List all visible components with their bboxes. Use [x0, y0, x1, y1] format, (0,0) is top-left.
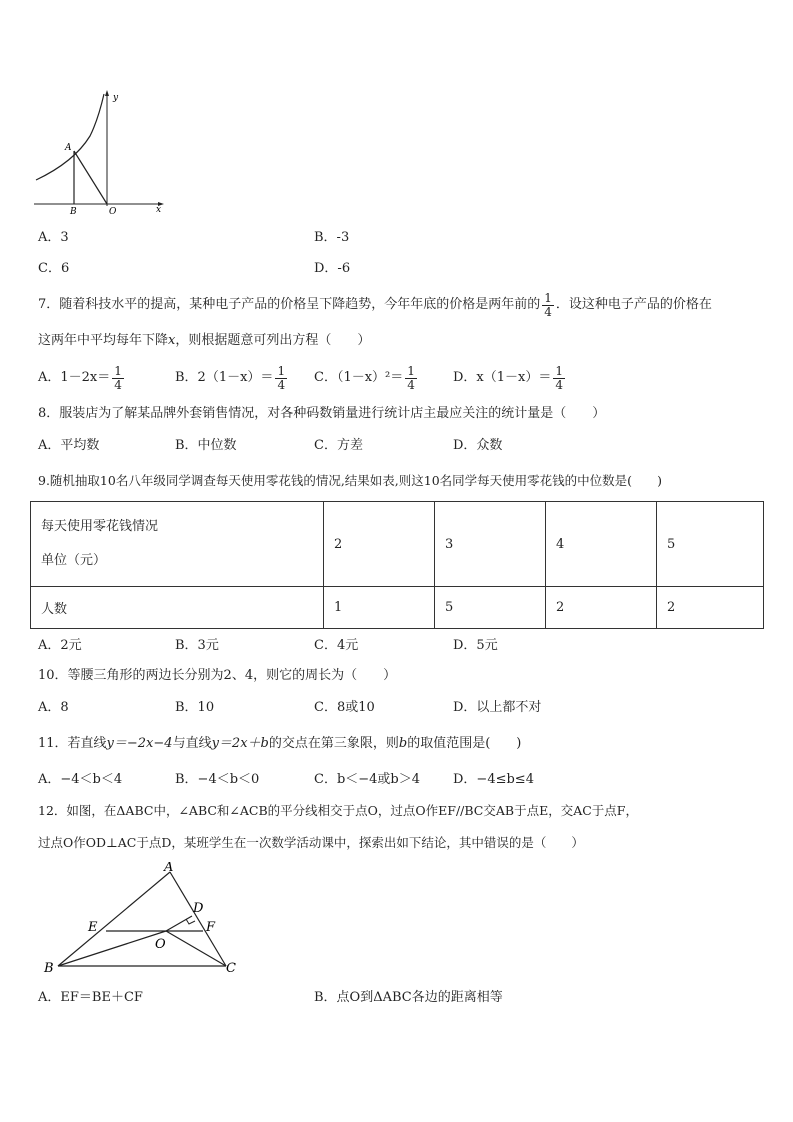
hyperbola-curve — [36, 94, 104, 180]
label-o: O — [109, 207, 117, 217]
q7-option-b-den: 4 — [277, 377, 286, 392]
q7-option-a-frac — [112, 365, 124, 392]
table-cell: 2 — [657, 587, 764, 629]
triangle-figure — [40, 862, 250, 980]
q11-option-b: B．−4＜b＜0 — [175, 772, 260, 787]
q7-fraction — [542, 292, 554, 319]
table-cell: 3 — [435, 502, 546, 587]
q7-frac-den: 4 — [544, 304, 552, 319]
q7-line2-var: x — [168, 333, 176, 348]
label-a: A — [65, 143, 72, 153]
q12-stem-line1: 12．如图，在ΔABC中，∠ABC和∠ACB的平分线相交于点O，过点O作EF//BC交AB于点E，交AC于点F， — [38, 803, 638, 818]
q8-option-d: D．众数 — [453, 438, 503, 453]
segment-ao — [74, 151, 107, 204]
label-a: A — [164, 862, 174, 875]
q11-option-a: A．−4＜b＜4 — [38, 772, 123, 787]
q10-option-c: C．8或10 — [314, 700, 375, 715]
q11-text-b: 与直线 — [172, 736, 212, 751]
table-header-cell — [31, 502, 324, 587]
q7-stem-line1 — [38, 290, 712, 320]
q7-option-b-num: 1 — [277, 363, 286, 378]
label-x: x — [156, 205, 162, 215]
q9-option-b: B．3元 — [175, 638, 219, 653]
label-c: C — [226, 961, 236, 976]
label-b: B — [70, 207, 77, 217]
q6-option-c: C．6 — [38, 261, 70, 276]
q7-option-b — [175, 360, 289, 396]
q7-option-d-text: D．x（1－x）＝ — [453, 370, 552, 385]
q7-text-tail: ．设这种电子产品的价格在 — [555, 297, 712, 312]
label-o: O — [155, 937, 166, 952]
q11-stem — [38, 735, 521, 753]
q7-option-c — [314, 360, 419, 396]
header-line2: 单位（元） — [41, 553, 107, 568]
q11-line2-expr: y＝2x＋b — [211, 736, 269, 751]
q6-option-a: A．3 — [38, 230, 69, 245]
q9-table — [30, 501, 764, 629]
label-d: D — [193, 901, 204, 916]
bisector-co — [166, 931, 226, 966]
q7-option-b-frac — [275, 365, 287, 392]
label-e: E — [88, 920, 98, 935]
side-ac — [170, 872, 226, 966]
table-cell: 4 — [546, 502, 657, 587]
q7-option-a — [38, 360, 126, 396]
y-axis-arrow — [105, 90, 109, 96]
q9-option-c: C．4元 — [314, 638, 359, 653]
q10-option-b: B．10 — [175, 700, 215, 715]
q11-text-c: 的交点在第三象限，则 — [268, 736, 399, 751]
q11-text-d: 的取值范围是( ) — [407, 736, 522, 751]
q9-stem: 9.随机抽取10名八年级同学调查每天使用零花钱的情况,结果如表,则这10名同学每天使用零花钱的中位数是( ) — [38, 473, 662, 488]
table-cell: 2 — [546, 587, 657, 629]
q7-line2-tail: ，则根据题意可列出方程（ ） — [175, 333, 371, 348]
q7-option-d-frac — [553, 365, 565, 392]
side-ab — [58, 872, 170, 966]
table-cell: 2 — [324, 502, 435, 587]
q10-option-a: A．8 — [38, 700, 69, 715]
q7-stem-line2 — [38, 332, 370, 350]
q7-option-d — [453, 360, 567, 396]
q7-option-c-text: C．（1－x）²＝ — [314, 370, 404, 385]
q11-line1-expr: y＝−2x−4 — [106, 736, 173, 751]
q11-var-b: b — [398, 736, 408, 751]
label-b: B — [44, 961, 54, 976]
q7-option-a-text: A．1－2x＝ — [38, 370, 111, 385]
q8-stem: 8．服装店为了解某品牌外套销售情况，对各种码数销量进行统计店主最应关注的统计量是（ ） — [38, 406, 606, 421]
q7-text: 7．随着科技水平的提高，某种电子产品的价格呈下降趋势，今年年底的价格是两年前的 — [38, 297, 541, 312]
segment-od — [166, 916, 192, 931]
q7-line2-text: 这两年中平均每年下降 — [38, 333, 169, 348]
label-y: y — [113, 93, 119, 103]
q7-option-c-num: 1 — [407, 363, 415, 378]
q10-option-d: D．以上都不对 — [453, 700, 542, 715]
q11-option-c: C．b＜−4或b＞4 — [314, 772, 421, 787]
q7-option-c-frac — [405, 365, 417, 392]
right-angle-mark — [186, 919, 195, 924]
q10-stem: 10．等腰三角形的两边长分别为2、4，则它的周长为（ ） — [38, 668, 397, 683]
q7-option-a-num: 1 — [114, 363, 122, 378]
q6-option-d: D．-6 — [314, 261, 351, 276]
q8-option-b: B．中位数 — [175, 438, 237, 453]
q7-option-a-den: 4 — [114, 377, 122, 392]
function-graph-figure — [30, 88, 170, 218]
q9-option-a: A．2元 — [38, 638, 82, 653]
q12-option-b: B．点O到ΔABC各边的距离相等 — [314, 990, 503, 1005]
table-cell: 5 — [435, 587, 546, 629]
q6-option-b: B．-3 — [314, 230, 350, 245]
q8-option-c: C．方差 — [314, 438, 363, 453]
header-line1: 每天使用零花钱情况 — [41, 519, 159, 534]
q7-option-c-den: 4 — [407, 377, 415, 392]
q7-frac-num: 1 — [544, 290, 552, 305]
q12-stem-line2: 过点O作OD⊥AC于点D，某班学生在一次数学活动课中，探索出如下结论，其中错误的是（ ） — [38, 835, 584, 850]
label-f: F — [206, 920, 216, 935]
q9-option-d: D．5元 — [453, 638, 498, 653]
q11-text-a: 11．若直线 — [38, 736, 107, 751]
q7-option-d-den: 4 — [555, 377, 563, 392]
bisector-bo — [58, 931, 166, 966]
q12-option-a: A．EF＝BE＋CF — [38, 990, 143, 1005]
q11-option-d: D．−4≤b≤4 — [453, 772, 534, 787]
table-row — [31, 587, 764, 629]
q7-option-d-num: 1 — [555, 363, 563, 378]
table-row-label: 人数 — [31, 587, 324, 629]
table-row — [31, 502, 764, 587]
q7-option-b-text: B．2（1－x）＝ — [175, 370, 274, 385]
table-cell: 1 — [324, 587, 435, 629]
q8-option-a: A．平均数 — [38, 438, 100, 453]
table-cell: 5 — [657, 502, 764, 587]
